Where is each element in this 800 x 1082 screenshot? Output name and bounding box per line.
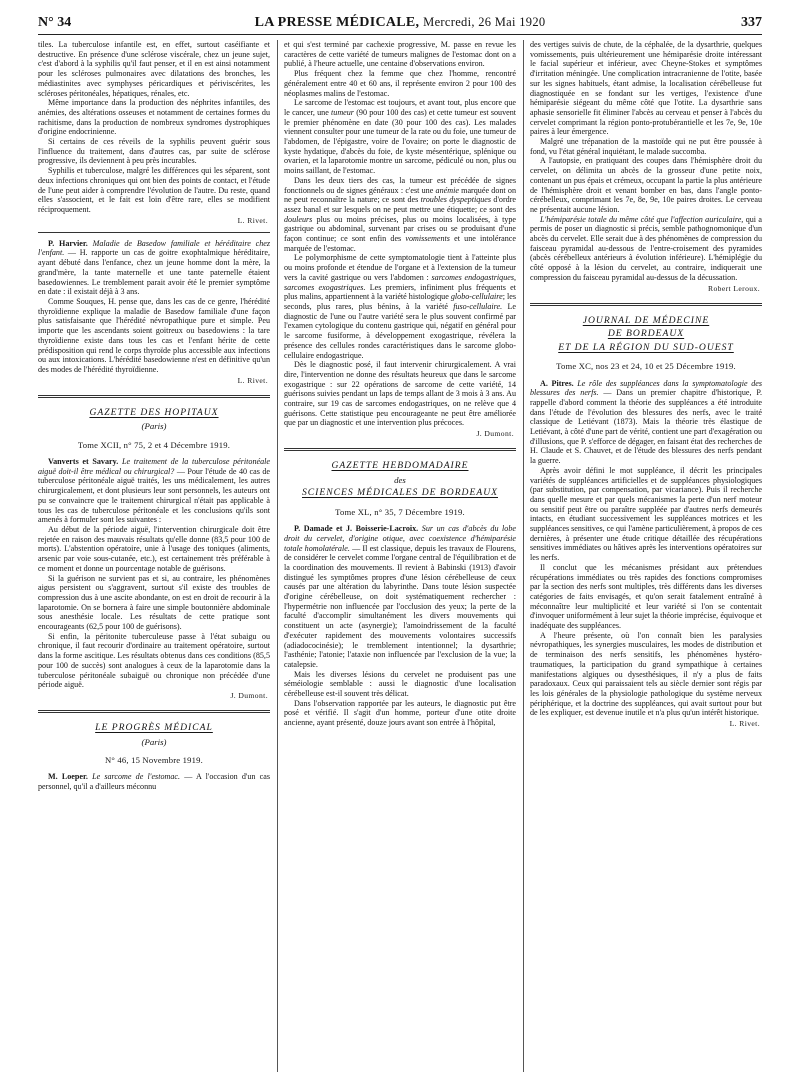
section-divider	[38, 710, 270, 713]
author: Vanverts et Savary.	[48, 457, 119, 467]
paragraph: tiles. La tuberculose infantile est, en effet, surtout caséifiante et destructive. En présence d'une sclérose viscérale, chez un jeune sujet, c'est d'abord à la syphilis qu'il faut penser, et il en est ainsi notamment pour les scléroses pulmonaires avec dilatations des bronches, les médiastinites avec symphyses péricardiques et périviscérites, les scléroses péritonéales, hépatiques, rénales, etc.	[38, 40, 270, 98]
paragraph: Au début de la période aiguë, l'intervention chirurgicale doit être rejetée en raison des mauvais résultats qu'elle donne (83,5 pour 100 de morts). L'abstention opératoire, unie à l'usage des toniques (aliments, arsenic par voie sous-cutanée, etc.), est certainement très préférable à ce moment et donne un pourcentage notable de guérisons.	[38, 525, 270, 573]
page-number-right: 337	[741, 15, 762, 30]
paragraph: L'hémiparésie totale du même côté que l'affection auriculaire, qui a permis de poser un diagnostic si précis, semble pathognomonique d'un abcès du cervelet. Elle serait due à des phénomènes de compression du faisceau pyramidal au-dessous de l'entre-croisement des pyramides (abcès cérébelleux antérieurs à évolution inférieure). L'hémiplégie du côté opposé à la lésion du cervelet, au contraire, indiquerait une compression du faisceau pyramidal au-dessus de la décussation.	[530, 214, 762, 282]
section-divider	[38, 232, 270, 233]
journal-issue: Tome XC, nos 23 et 24, 10 et 25 Décembre 1919.	[556, 361, 736, 372]
paragraph: Si certains de ces réveils de la syphilis peuvent guérir sous l'influence du traitement, dans d'autres cas, par suite de sclérose progressive, ils deviennent à peu près incurables.	[38, 137, 270, 166]
journal-issue: Tome XCII, n° 75, 2 et 4 Décembre 1919.	[77, 439, 231, 450]
journal-heading: JOURNAL DE MÉDECINE	[582, 314, 710, 326]
paragraph: et qui s'est terminé par cachexie progressive, M. passe en revue les caractères de cette variété de tumeurs malignes de l'estomac dont on a publié, à l'heure actuelle, une centaine d'observations environ.	[284, 40, 516, 69]
journal-issue: Tome XL, n° 35, 7 Décembre 1919.	[335, 506, 465, 517]
paragraph: Dans les deux tiers des cas, la tumeur est précédée de signes fonctionnels ou de signes généraux : c'est une anémie marquée dont on ne peut reconnaître la nature; ce sont des troubles dyspeptiques d'ordre assez banal et sur lesquels on ne peut mettre une étiquette; ce sont des douleurs plus ou moins précises, plus ou moins localisées, à type gastrique ou abdominal, survenant par crises ou se produisant d'une façon continue; ce sont enfin des vomissements et une intolérance marquée de l'estomac.	[284, 175, 516, 253]
paragraph: Dès le diagnostic posé, il faut intervenir chirurgicalement. A vrai dire, l'intervention ne donne des résultats heureux que dans le sarcome exogastrique : sur 22 opérations de sarcome de cette variété, 14 guérisons suivies pendant un laps de temps allant de 3 mois à 3 ans. Au contraire, sur 19 cas de sarcomes endogastriques, on ne relève que 4 guérisons. Cette statistique peu encourageante ne peut être améliorée que par un diagnostic et une intervention plus précoces.	[284, 360, 516, 428]
journal-heading: DE BORDEAUX	[607, 328, 685, 340]
journal-title: LA PRESSE MÉDICALE,	[254, 15, 420, 30]
paragraph: Le sarcome de l'estomac est toujours, et avant tout, plus encore que le cancer, une tumeur (90 pour 100 des cas) et cette tumeur est souvent le premier phénomène en date (30 pour 100 des cas). Les malades viennent consulter pour une tumeur de la rate ou du foie, une tumeur de l'abdomen, de l'épigastre, voire de l'ovaire; on porte le diagnostic de kyste hydatique, d'abcès du foie, de kyste mésentérique, splénique ou ovarien, et la laparotomie montre un sarcome, pédiculé ou non, plus ou moins saillant, de l'estomac.	[284, 98, 516, 176]
page-header	[38, 12, 762, 35]
journal-heading: ET DE LA RÉGION DU SUD-OUEST	[558, 341, 734, 353]
paragraph: Malgré une trépanation de la mastoïde qui ne put être poussée à fond, vu l'état général inquiétant, le malade succomba.	[530, 137, 762, 156]
column-divider	[523, 40, 524, 1072]
author: M. Loeper.	[48, 772, 88, 782]
article-title: Le sarcome de l'estomac.	[92, 772, 181, 782]
author: P. Harvier.	[48, 238, 88, 248]
newspaper-page	[38, 12, 762, 1074]
abstract-loeper: M. Loeper. Le sarcome de l'estomac. — A l'occasion d'un cas personnel, qu'il a d'ailleurs méconnu	[38, 772, 270, 792]
paragraph: Il conclut que les mécanismes présidant aux prétendues récupérations immédiates ou très rapides des fonctions compromises par la section des nerfs sont multiples, très différents dans les diverses catégories de faits envisagés, et qu'on serait fatalement entraîné à méconnaître leur multiplicité et leur variété si l'on se contentait d'invoquer uniformément à leur sujet la théorie imprécise, équivoque et inadéquate des suppléances.	[530, 562, 762, 631]
paragraph: des vertiges suivis de chute, de la céphalée, de la dysarthrie, quelques vomissements, puis ultérieurement une hémiparésie droite intéressant le facial supérieur et inférieur, avec Cheyne-Stokes et symptômes d'irritation méningée. Une complication intracranienne de l'otite, basée sur les signes habituels, étant admise, la localisation cérébelleuse fut diagnostiquée en se fondant sur les vertiges, l'existence d'une hémiparésie siégeant du même côté que l'otite. La dysarthrie sans aphasie sensorielle fit éliminer l'abcès au cerveau et penser à l'abcès du cervelet comprimant la région ponto-protubérantielle et les 7e, 9e, 10e paires à leur émergence.	[530, 40, 762, 137]
columns	[38, 40, 762, 1072]
column-2	[284, 40, 516, 1072]
signature: L. Rivet.	[729, 719, 760, 729]
journal-heading: LE PROGRÈS MÉDICAL	[95, 722, 213, 734]
abstract-pitres: A. Pitres. Le rôle des suppléances dans la symptomatologie des blessures des nerfs. — Dans un premier chapitre d'historique, P. rappelle d'abord comment la théorie des suppléances a été introduite dans l'étude de l'évolution des blessures des nerfs, avec le traité classique de Letiévant (1873). Mais la théorie très élastique de Letiévant, à côté d'une part de vérité, contient une part d'exagération ou d'illusions, que P. s'efforce de dégager, en faisant état des recherches de H. Claude et S. Chauvet, et de l'étude des blessures des nerfs pendant la guerre.	[530, 378, 762, 466]
abstract-harvier: P. Harvier. Maladie de Basedow familiale et héréditaire chez l'enfant. — H. rapporte un cas de goitre exophtalmique héréditaire, ayant débuté dans l'enfance, chez un jeune homme dont la mère, la grand'mère, la tante maternelle et une tante paternelle étaient basedowiennes. Le tremblement parait avoir été le premier symptôme en date : il existait déjà à 3 ans.	[38, 238, 270, 297]
journal-title-line	[38, 15, 762, 31]
journal-place: (Paris)	[141, 421, 167, 432]
signature: Robert Leroux.	[708, 283, 760, 293]
paragraph: Comme Souques, H. pense que, dans les cas de ce genre, l'hérédité thyroïdienne explique la maladie de Basedow familiale d'une façon plus satisfaisante que l'hérédité névropathique pure et simple. Peu importe que les ascendants soient goitreux ou basedowiens : la tare thyroïdienne existe dans tous les cas et l'enfant hérite de cette prédisposition qui rend le corps thyroïde plus accessible aux infections ou aux intoxications. L'hérédité basedowienne n'est en définitive qu'un des modes de l'hérédité thyroïdienne.	[38, 296, 270, 374]
article-title: Le rôle des suppléances dans la symptomatologie des blessures des nerfs.	[530, 378, 762, 398]
signature: L. Rivet.	[237, 375, 268, 385]
journal-place: (Paris)	[141, 736, 167, 747]
journal-issue: N° 46, 15 Novembre 1919.	[105, 755, 203, 766]
journal-heading: GAZETTE DES HOPITAUX	[89, 406, 219, 418]
paragraph: Plus fréquent chez la femme que chez l'homme, rencontré généralement entre 40 et 60 ans, il représente environ 2 pour 100 des néoplasmes malins de l'estomac.	[284, 69, 516, 98]
paragraph: Si la guérison ne survient pas et si, au contraire, les phénomènes aigus persistent ou s'aggravent, surtout s'il existe des troubles de compression dus à une ascite abondante, on est en droit de recourir à la laparotomie. On se bornera à faire une simple boutonnière abdominale sous anesthésie locale. Les résultats de cette pratique sont encourageants (62,5 pour 100 de guérisons).	[38, 573, 270, 632]
abstract-damade: P. Damade et J. Boisserie-Lacroix. Sur un cas d'abcès du lobe droit du cervelet, d'origine otique, avec coexistence d'hémiparésie totale homolatérale. — Il est classique, depuis les travaux de Flourens, de considérer le cervelet comme l'organe central de l'équilibration et de la coordination des mouvements. Il revient à Babinski (1913) d'avoir distingué les symptômes propres d'une lésion cérébelleuse de ceux causés par une altération du labyrinthe. Dans toute lésion suspectée d'origine cérébelleuse, on doit systématiquement rechercher : l'hypermétrie non influencée par l'occlusion des yeux; la perte de la faculté d'accomplir simultanément les divers mouvements qui constituent un acte (asynergie); l'amoindrissement de la faculté d'exécuter rapidement des mouvements volontaires successifs (adiadococinésie); le tremblement intentionnel; la dysarthrie; l'asthénie; l'atonie; l'ataxie non influencée par l'exclusion de la vue; la catalepsie.	[284, 524, 516, 669]
signature: J. Dumont.	[230, 690, 268, 700]
paragraph: A l'heure présente, où l'on connaît bien les paralysies névropathiques, les synergies musculaires, les modes de distribution et de terminaison des nerfs sensitifs, les phénomènes hystéro-traumatiques, la participation du grand sympathique à certaines manifestations algiques ou dysesthésiques, il n'y a plus de faits paradoxaux. Ceux qui paraissaient tels au siècle dernier sont régis par les lois générales de la physiologie pathologique du système nerveux périphérique, et la doctrine des suppléances, qui avait surtout pour but de les expliquer, est devenue inutile et n'a plus qu'un intérêt historique.	[530, 630, 762, 718]
paragraph: Le polymorphisme de cette symptomatologie tient à l'atteinte plus ou moins profonde et étendue de l'organe et à l'extension de la tumeur vers la cavité gastrique ou vers l'abdomen : sarcomes endogastriques, sarcomes exogastriques. Les premiers, infiniment plus fréquents et plus malins, appartiennent à la variété histologique globo-cellulaire; les seconds, plus rares, plus bénins, à la variété fuso-cellulaire. Le diagnostic de l'une ou l'autre variété sera le plus souvent confirmé par l'examen cytologique du contenu gastrique qui, négatif en général pour le sarcome fusiforme, à développement exogastrique, révélera la présence des cellules rondes caractéristiques dans le sarcome globo-cellulaire endogastrique.	[284, 253, 516, 360]
column-3	[530, 40, 762, 1072]
issue-date: Mercredi, 26 Mai 1920	[423, 15, 546, 29]
section-divider	[284, 448, 516, 451]
article-title: Maladie de Basedow familiale et héréditaire chez l'enfant.	[38, 238, 270, 258]
paragraph: A l'autopsie, en pratiquant des coupes dans l'hémisphère droit du cervelet, on délimita un abcès de la grosseur d'une petite noix, contenant un pus épais et crémeux, occupant la partie la plus antérieure de l'hémisphère droit et venant bomber en bas, dans l'angle ponto-cérébelleux, comprimant les 7e, 8e, 9e, 10e paires droites. Le cerveau ne présentait aucune lésion.	[530, 156, 762, 214]
author: P. Damade et J. Boisserie-Lacroix.	[294, 524, 419, 534]
journal-heading: GAZETTE HEBDOMADAIRE	[331, 460, 469, 472]
signature: J. Dumont.	[476, 429, 514, 439]
page-number-left: N° 34	[38, 15, 72, 30]
article-title: Le traitement de la tuberculose péritonéale aiguë doit-il être médical ou chirurgical?	[38, 457, 270, 476]
abstract-vanverts: Vanverts et Savary. Le traitement de la tuberculose péritonéale aiguë doit-il être médical ou chirurgical? — Pour l'étude de 40 cas de tuberculose péritonéale aiguë traités, les uns médicalement, les autres chirurgicalement, et dont plusieurs leur sont personnels, les auteurs ont pu se convaincre que le traitement chirurgical n'était pas applicable à tous les cas de tuberculose péritonéale et les conclusions qu'ils sont amenés à formuler sont les suivantes :	[38, 457, 270, 525]
paragraph: Si enfin, la péritonite tuberculeuse passe à l'état subaigu ou chronique, il faut recourir d'ordinaire au traitement opératoire, surtout dans la forme ascitique. Les résultats obtenus dans ces conditions (85,5 pour 100 de succès) sont analogues à ceux de la laparotomie dans la tuberculose péritonéale subaiguë ou chronique non précédée d'une période aiguë.	[38, 631, 270, 690]
article-title: Sur un cas d'abcès du lobe droit du cervelet, d'origine otique, avec coexistence d'hémiparésie totale homolatérale.	[284, 524, 516, 553]
section-divider	[38, 395, 270, 398]
paragraph: Après avoir défini le mot suppléance, il décrit les principales variétés de suppléances artificielles et de suppléances physiologiques (par substitution, par compensation, par vicariance). Puis il recherche dans quelle mesure et par quels mécanismes la perte d'un nerf moteur ou sensitif peut être ou paraître suppléée par d'autres nerfs demeurés intacts, en étudiant successivement les suppléances motrices et les suppléances sensitives, ce qui l'amène particulièrement, à propos de ces dernières, à présenter une étude critique détaillée des récupérations sensitives immédiates ou hâtives après les interventions opératoires sur les nerfs.	[530, 465, 762, 563]
paragraph: Dans l'observation rapportée par les auteurs, le diagnostic put être posé et vérifié. Il s'agit d'un homme, porteur d'une otite droite ancienne, ayant présenté, douze jours avant son entrée à l'hôpital,	[284, 698, 516, 728]
journal-heading: SCIENCES MÉDICALES DE BORDEAUX	[301, 487, 498, 499]
paragraph: Mais les diverses lésions du cervelet ne produisent pas une séméiologie semblable : aussi le diagnostic d'une localisation cérébelleuse est-il souvent très délicat.	[284, 669, 516, 699]
column-1	[38, 40, 270, 1072]
paragraph: Même importance dans la production des néphrites infantiles, des anémies, des altérations osseuses et notamment de certaines formes du rachitisme, dans la production de nombreux syndromes dystrophiques d'origine endocrinienne.	[38, 98, 270, 137]
section-divider	[530, 303, 762, 306]
paragraph: Syphilis et tuberculose, malgré les différences qui les séparent, sont deux infections chroniques qui ont bien des points de contact, et l'étude de l'une peut aider à comprendre l'évolution de l'autre. Du reste, quand elles s'associent, et le fait est loin d'être rare, elles se modifient réciproquement.	[38, 166, 270, 214]
signature: L. Rivet.	[237, 215, 268, 225]
author: A. Pitres.	[540, 378, 574, 388]
column-divider	[277, 40, 278, 1072]
journal-heading-des: des	[394, 474, 406, 485]
